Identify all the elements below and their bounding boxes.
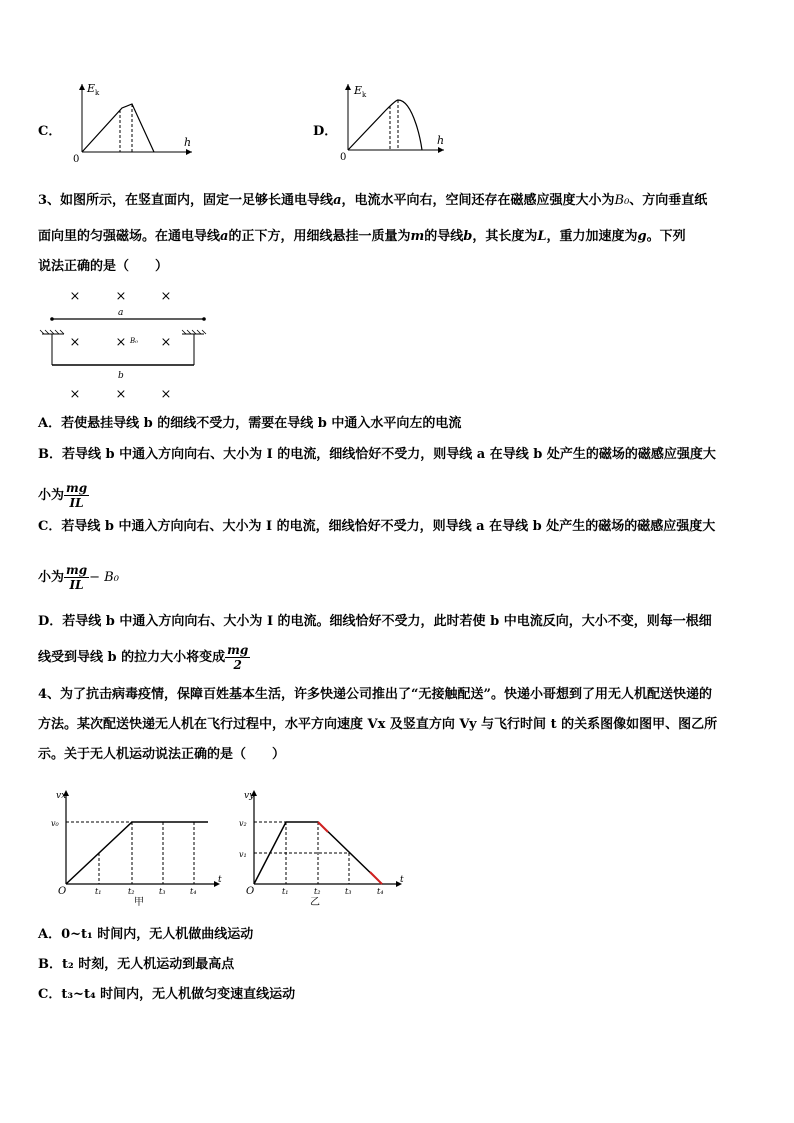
q3-option-d-line2: 线受到导线 b 的拉力大小将变成 $\frac{mg}{2}$ xyxy=(38,643,249,672)
yi-level-v2: v₂ xyxy=(239,819,247,828)
yi-y-label: vy xyxy=(244,791,255,801)
yi-tick-t3: t₃ xyxy=(345,887,352,896)
q4-line3: 示。关于无人机运动说法正确的是（ ） xyxy=(38,747,286,762)
option-c-label: C． xyxy=(38,124,62,139)
jia-origin: O xyxy=(58,886,67,897)
graph-jia-vx-t xyxy=(50,786,225,906)
cross-mark: × xyxy=(115,289,127,304)
jia-caption: 甲 xyxy=(134,897,144,906)
q3-option-a: A．若使悬挂导线 b 的细线不受力，需要在导线 b 中通入水平向左的电流 xyxy=(38,416,462,431)
graph-c-x-label: h xyxy=(184,136,192,149)
fraction-mg-over-il: $\frac{mg}{IL}$ xyxy=(66,563,88,592)
q3-line1: 3、如图所示，在竖直面内，固定一足够长通电导线a，电流水平向右，空间还存在磁感应强度大小为B₀、方向垂直纸 xyxy=(38,193,708,208)
graph-c-y-label: E xyxy=(87,82,96,95)
graph-option-d xyxy=(336,80,456,170)
q3-option-b-line2: 小为 $\frac{mg}{IL}$ xyxy=(38,481,88,510)
yi-caption: 乙 xyxy=(310,897,320,906)
q4-line2: 方法。某次配送快递无人机在飞行过程中，水平方向速度 Vx 及竖直方向 Vy 与飞行时间 t 的关系图像如图甲、图乙所 xyxy=(38,717,718,732)
yi-x-label: t xyxy=(400,875,404,885)
graph-d-x-label: h xyxy=(437,134,445,147)
q3-number: 3、 xyxy=(38,193,61,208)
cross-mark: × xyxy=(160,387,172,402)
q3-line2: 面向里的匀强磁场。在通电导线a的正下方，用细线悬挂一质量为m的导线b，其长度为L，重力加速度为g。下列 xyxy=(38,229,686,244)
cross-mark: × xyxy=(69,387,81,402)
jia-tick-t4: t₄ xyxy=(190,887,197,896)
q3-option-b-line1: B．若导线 b 中通入方向向右、大小为 I 的电流，细线恰好不受力，则导线 a 在导线 b 处产生的磁场的磁感应强度大 xyxy=(38,447,716,462)
jia-x-label: t xyxy=(218,875,222,885)
jia-tick-t3: t₃ xyxy=(159,887,166,896)
yi-tick-t1: t₁ xyxy=(282,887,289,896)
jia-tick-t1: t₁ xyxy=(95,887,102,896)
q4-option-a: A．0~t₁ 时间内，无人机做曲线运动 xyxy=(38,927,254,942)
yi-tick-t4: t₄ xyxy=(377,887,384,896)
graph-d-y-label: E xyxy=(354,84,363,97)
graph-yi-vy-t xyxy=(236,786,411,906)
cross-mark: × xyxy=(115,387,127,402)
graph-option-c xyxy=(62,78,202,168)
cross-mark: × xyxy=(69,335,81,350)
fraction-mg-over-il: $\frac{mg}{IL}$ xyxy=(66,481,88,510)
cross-mark: × xyxy=(69,289,81,304)
jia-y-label: vx xyxy=(56,791,67,801)
q3-wire-figure xyxy=(38,286,218,406)
yi-tick-t2: t₂ xyxy=(314,887,321,896)
q3-option-c-line2: 小为 $\frac{mg}{IL}$ − B₀ xyxy=(38,563,119,592)
jia-tick-t2: t₂ xyxy=(128,887,135,896)
q4-option-c: C．t₃~t₄ 时间内，无人机做匀变速直线运动 xyxy=(38,987,296,1002)
option-d-label: D． xyxy=(313,124,338,139)
q4-option-b: B．t₂ 时刻，无人机运动到最高点 xyxy=(38,957,235,972)
graph-d-y-sub: k xyxy=(362,91,367,99)
cross-mark: × xyxy=(160,289,172,304)
q4-line1: 4、为了抗击病毒疫情，保障百姓基本生活，许多快递公司推出了“无接触配送”。快递小哥想到了用无人机配送快递的 xyxy=(38,687,713,702)
q3-option-c-line1: C．若导线 b 中通入方向向右、大小为 I 的电流，细线恰好不受力，则导线 a 在导线 b 处产生的磁场的磁感应强度大 xyxy=(38,519,716,534)
jia-level-label: v₀ xyxy=(51,819,59,828)
field-label: B₀ xyxy=(130,337,138,345)
graph-d-origin: 0 xyxy=(340,152,347,163)
q3-option-d-line1: D．若导线 b 中通入方向向右、大小为 I 的电流。细线恰好不受力，此时若使 b 中电流反向，大小不变，则每一根细 xyxy=(38,614,712,629)
graph-c-y-sub: k xyxy=(95,89,100,97)
wire-b-label: b xyxy=(118,371,124,381)
graph-c-origin: 0 xyxy=(73,154,80,165)
fraction-mg-over-2: $\frac{mg}{2}$ xyxy=(227,643,249,672)
cross-mark: × xyxy=(160,335,172,350)
yi-origin: O xyxy=(246,886,255,897)
yi-level-v1: v₁ xyxy=(239,850,247,859)
cross-mark: × xyxy=(115,335,127,350)
wire-a-label: a xyxy=(118,308,124,318)
q3-line3: 说法正确的是（ ） xyxy=(38,259,169,274)
